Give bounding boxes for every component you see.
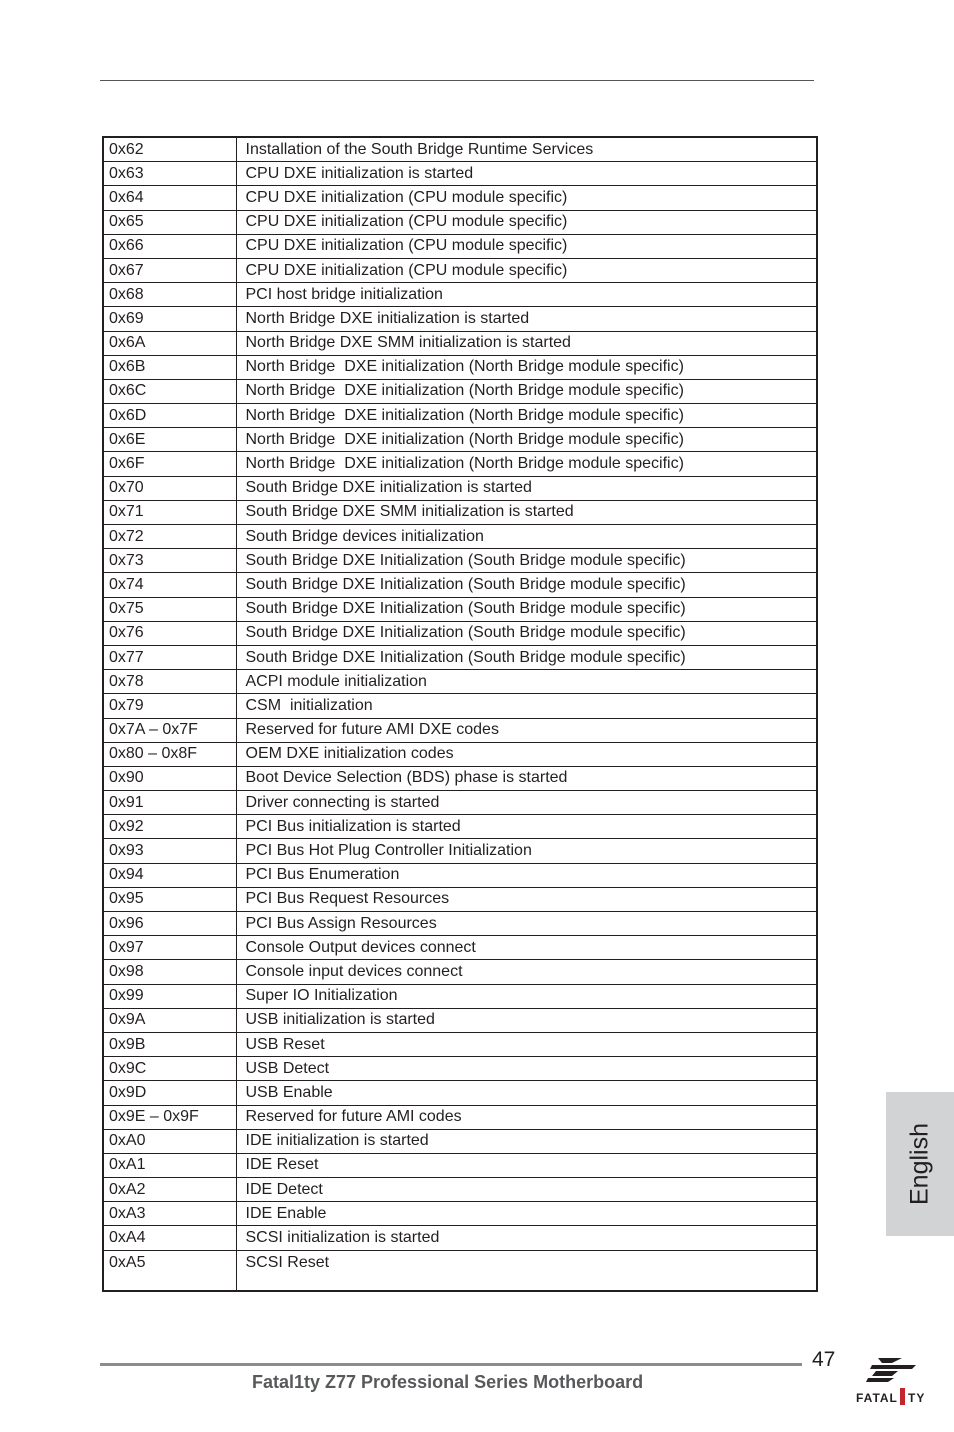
table-row: [103, 839, 817, 863]
language-tab-label: English: [905, 1123, 934, 1205]
post-code-description-cell: South Bridge devices initialization: [236, 525, 817, 549]
post-code-cell: 0x91: [103, 791, 236, 815]
post-code-cell: 0x69: [103, 307, 236, 331]
table-row: [103, 186, 817, 210]
table-row: [103, 645, 817, 669]
post-code-description-cell: Reserved for future AMI DXE codes: [236, 718, 817, 742]
post-code-description-cell: USB Detect: [236, 1057, 817, 1081]
post-code-description-cell: PCI Bus Hot Plug Controller Initialization: [236, 839, 817, 863]
post-code-description-cell: USB Reset: [236, 1032, 817, 1056]
post-code-description-cell: North Bridge DXE SMM initialization is started: [236, 331, 817, 355]
table-row: [103, 525, 817, 549]
post-code-description-cell: OEM DXE initialization codes: [236, 742, 817, 766]
post-code-description-cell: Super IO Initialization: [236, 984, 817, 1008]
table-row: [103, 597, 817, 621]
post-code-cell: 0x90: [103, 766, 236, 790]
table-row: [103, 1178, 817, 1202]
post-code-description-cell: PCI Bus initialization is started: [236, 815, 817, 839]
post-code-description-cell: PCI Bus Request Resources: [236, 887, 817, 911]
table-row: [103, 815, 817, 839]
language-tab: [886, 1092, 954, 1236]
table-row: [103, 621, 817, 645]
table-row: [103, 1153, 817, 1177]
footer-rule: [100, 1363, 802, 1366]
table-row: [103, 1008, 817, 1032]
post-code-cell: 0x80 – 0x8F: [103, 742, 236, 766]
post-code-description-cell: Reserved for future AMI codes: [236, 1105, 817, 1129]
post-code-cell: 0x72: [103, 525, 236, 549]
post-code-description-cell: North Bridge DXE initialization (North Bridge module specific): [236, 404, 817, 428]
table-row: [103, 960, 817, 984]
post-code-cell: 0xA0: [103, 1129, 236, 1153]
table-row: [103, 404, 817, 428]
post-code-cell: 0x94: [103, 863, 236, 887]
post-code-cell: 0x79: [103, 694, 236, 718]
post-code-cell: 0x77: [103, 645, 236, 669]
post-code-description-cell: CSM initialization: [236, 694, 817, 718]
post-code-cell: 0x9A: [103, 1008, 236, 1032]
table-row: [103, 863, 817, 887]
post-code-cell: 0x6E: [103, 428, 236, 452]
post-code-cell: 0x9E – 0x9F: [103, 1105, 236, 1129]
table-row: [103, 476, 817, 500]
post-code-cell: 0x6F: [103, 452, 236, 476]
table-row: [103, 1226, 817, 1250]
table-row: [103, 500, 817, 524]
post-code-description-cell: North Bridge DXE initialization (North Bridge module specific): [236, 452, 817, 476]
table-row: [103, 766, 817, 790]
post-code-description-cell: IDE Detect: [236, 1178, 817, 1202]
post-code-description-cell: PCI Bus Assign Resources: [236, 912, 817, 936]
post-code-description-cell: IDE Enable: [236, 1202, 817, 1226]
table-row: [103, 307, 817, 331]
post-code-description-cell: SCSI Reset: [236, 1250, 817, 1291]
post-code-cell: 0xA2: [103, 1178, 236, 1202]
post-code-description-cell: South Bridge DXE SMM initialization is started: [236, 500, 817, 524]
post-code-cell: 0x6B: [103, 355, 236, 379]
table-row: [103, 670, 817, 694]
post-code-cell: 0x70: [103, 476, 236, 500]
post-code-cell: 0x76: [103, 621, 236, 645]
post-code-description-cell: CPU DXE initialization (CPU module specific): [236, 186, 817, 210]
post-code-description-cell: South Bridge DXE Initialization (South Bridge module specific): [236, 597, 817, 621]
table-row: [103, 742, 817, 766]
table-row: [103, 379, 817, 403]
post-code-description-cell: CPU DXE initialization (CPU module specific): [236, 210, 817, 234]
post-code-description-cell: ACPI module initialization: [236, 670, 817, 694]
table-row: [103, 1032, 817, 1056]
post-code-description-cell: Boot Device Selection (BDS) phase is started: [236, 766, 817, 790]
post-code-description-cell: South Bridge DXE Initialization (South Bridge module specific): [236, 621, 817, 645]
post-code-description-cell: North Bridge DXE initialization (North Bridge module specific): [236, 379, 817, 403]
table-row: [103, 1202, 817, 1226]
post-code-cell: 0x98: [103, 960, 236, 984]
table-row: [103, 694, 817, 718]
table-row: [103, 791, 817, 815]
post-code-description-cell: North Bridge DXE initialization (North Bridge module specific): [236, 355, 817, 379]
post-code-cell: 0x63: [103, 162, 236, 186]
post-code-description-cell: PCI host bridge initialization: [236, 283, 817, 307]
table-row: [103, 936, 817, 960]
table-row: [103, 452, 817, 476]
post-code-cell: 0xA5: [103, 1250, 236, 1291]
post-code-cell: 0x67: [103, 258, 236, 282]
post-code-description-cell: South Bridge DXE initialization is started: [236, 476, 817, 500]
post-code-description-cell: PCI Bus Enumeration: [236, 863, 817, 887]
post-code-cell: 0x74: [103, 573, 236, 597]
post-code-cell: 0x62: [103, 137, 236, 162]
post-code-cell: 0x92: [103, 815, 236, 839]
post-code-cell: 0x73: [103, 549, 236, 573]
table-row: [103, 234, 817, 258]
post-code-rows: [103, 137, 817, 1291]
table-row: [103, 549, 817, 573]
post-code-table: [102, 136, 818, 1292]
table-row: [103, 984, 817, 1008]
table-row: [103, 428, 817, 452]
header-rule: [100, 80, 814, 81]
post-code-description-cell: South Bridge DXE Initialization (South Bridge module specific): [236, 645, 817, 669]
post-code-description-cell: Driver connecting is started: [236, 791, 817, 815]
post-code-description-cell: Console Output devices connect: [236, 936, 817, 960]
post-code-cell: 0x6D: [103, 404, 236, 428]
post-code-cell: 0x71: [103, 500, 236, 524]
post-code-description-cell: CPU DXE initialization (CPU module specific): [236, 234, 817, 258]
post-code-description-cell: Console input devices connect: [236, 960, 817, 984]
post-code-cell: 0xA1: [103, 1153, 236, 1177]
post-code-cell: 0x93: [103, 839, 236, 863]
post-code-cell: 0x78: [103, 670, 236, 694]
post-code-description-cell: South Bridge DXE Initialization (South Bridge module specific): [236, 549, 817, 573]
post-code-description-cell: SCSI initialization is started: [236, 1226, 817, 1250]
table-row: [103, 137, 817, 162]
post-code-cell: 0x95: [103, 887, 236, 911]
fatal1ty-logo-icon: [852, 1352, 934, 1408]
post-code-cell: 0x64: [103, 186, 236, 210]
post-code-description-cell: USB initialization is started: [236, 1008, 817, 1032]
table-row: [103, 258, 817, 282]
post-code-cell: 0x9C: [103, 1057, 236, 1081]
table-row: [103, 162, 817, 186]
table-row: [103, 1081, 817, 1105]
post-code-cell: 0x75: [103, 597, 236, 621]
post-code-description-cell: CPU DXE initialization (CPU module specific): [236, 258, 817, 282]
post-code-description-cell: North Bridge DXE initialization is started: [236, 307, 817, 331]
table-row: [103, 1057, 817, 1081]
table-row: [103, 1129, 817, 1153]
post-code-cell: 0x7A – 0x7F: [103, 718, 236, 742]
post-code-cell: 0x97: [103, 936, 236, 960]
table-row: [103, 210, 817, 234]
logo-accent: [900, 1388, 905, 1405]
table-row: [103, 331, 817, 355]
post-code-cell: 0xA3: [103, 1202, 236, 1226]
post-code-description-cell: CPU DXE initialization is started: [236, 162, 817, 186]
post-code-description-cell: North Bridge DXE initialization (North Bridge module specific): [236, 428, 817, 452]
post-code-cell: 0x6A: [103, 331, 236, 355]
post-code-cell: 0xA4: [103, 1226, 236, 1250]
post-code-description-cell: IDE Reset: [236, 1153, 817, 1177]
table-row: [103, 355, 817, 379]
table-row: [103, 1250, 817, 1291]
table-row: [103, 887, 817, 911]
post-code-description-cell: USB Enable: [236, 1081, 817, 1105]
post-code-description-cell: South Bridge DXE Initialization (South Bridge module specific): [236, 573, 817, 597]
post-code-cell: 0x9B: [103, 1032, 236, 1056]
post-code-cell: 0x68: [103, 283, 236, 307]
post-code-cell: 0x6C: [103, 379, 236, 403]
footer-title: Fatal1ty Z77 Professional Series Motherboard: [252, 1372, 644, 1392]
post-code-description-cell: IDE initialization is started: [236, 1129, 817, 1153]
table-row: [103, 718, 817, 742]
page-number: 47: [812, 1348, 836, 1371]
post-code-cell: 0x65: [103, 210, 236, 234]
post-code-cell: 0x96: [103, 912, 236, 936]
svg-text:TY: TY: [908, 1391, 926, 1405]
post-code-cell: 0x99: [103, 984, 236, 1008]
post-code-cell: 0x66: [103, 234, 236, 258]
table-row: [103, 912, 817, 936]
post-code-description-cell: Installation of the South Bridge Runtime Services: [236, 137, 817, 162]
svg-text:FATAL: FATAL: [856, 1391, 898, 1405]
table-row: [103, 283, 817, 307]
table-row: [103, 1105, 817, 1129]
table-row: [103, 573, 817, 597]
post-code-cell: 0x9D: [103, 1081, 236, 1105]
